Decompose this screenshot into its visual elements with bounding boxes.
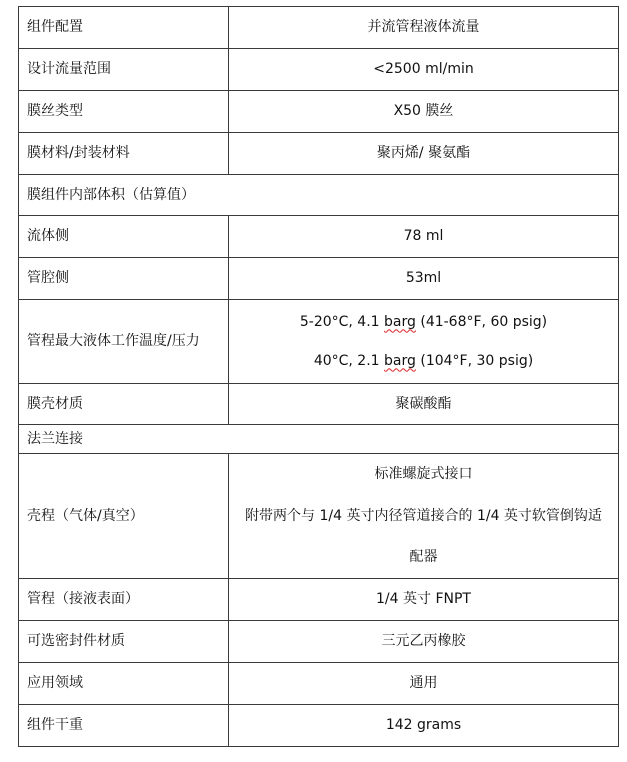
table-row — [19, 454, 619, 579]
row-label: 应用领域 — [19, 663, 229, 705]
row-label: 膜壳材质 — [19, 384, 229, 425]
row-label: 设计流量范围 — [19, 49, 229, 91]
row-value: X50 膜丝 — [229, 91, 619, 133]
row-label: 管程（接液表面） — [19, 579, 229, 621]
section-label: 膜组件内部体积（估算值） — [19, 175, 619, 216]
row-value: 三元乙丙橡胶 — [229, 621, 619, 663]
table-row — [19, 663, 619, 705]
temperature-pressure-line-2: 40°C, 2.1 barg (104°F, 30 psig) — [313, 352, 534, 369]
row-value: 并流管程液体流量 — [229, 7, 619, 49]
row-label: 流体侧 — [19, 216, 229, 258]
row-value: 1/4 英寸 FNPT — [229, 579, 619, 621]
spec-table — [18, 6, 619, 747]
temperature-pressure-line-1: 5-20°C, 4.1 barg (41-68°F, 60 psig) — [299, 313, 548, 330]
section-row — [19, 425, 619, 454]
row-value: 142 grams — [229, 705, 619, 747]
value-line: 标准螺旋式接口 — [374, 465, 473, 482]
table-row — [19, 258, 619, 300]
table-row — [19, 384, 619, 425]
table-row — [19, 49, 619, 91]
row-label: 壳程（气体/真空） — [19, 454, 229, 579]
table-row — [19, 91, 619, 133]
table-row — [19, 133, 619, 175]
row-label: 膜丝类型 — [19, 91, 229, 133]
spellcheck-word: barg — [384, 313, 416, 330]
row-label: 管程最大液体工作温度/压力 — [19, 300, 229, 384]
table-row — [19, 216, 619, 258]
row-value-multiline — [229, 300, 619, 384]
value-line: 配器 — [409, 549, 438, 566]
row-value-multiline — [229, 454, 619, 579]
spellcheck-word: barg — [384, 352, 416, 369]
row-value: 聚碳酸酯 — [229, 384, 619, 425]
value-line: 附带两个与 1/4 英寸内径管道接合的 1/4 英寸软管倒钩适 — [245, 507, 602, 524]
row-value: <2500 ml/min — [229, 49, 619, 91]
section-row — [19, 175, 619, 216]
table-row — [19, 7, 619, 49]
row-value: 53ml — [229, 258, 619, 300]
row-label: 膜材料/封装材料 — [19, 133, 229, 175]
row-value: 通用 — [229, 663, 619, 705]
table-row — [19, 705, 619, 747]
row-label: 组件配置 — [19, 7, 229, 49]
row-label: 可选密封件材质 — [19, 621, 229, 663]
row-label: 组件干重 — [19, 705, 229, 747]
table-row — [19, 621, 619, 663]
section-label: 法兰连接 — [19, 425, 619, 454]
row-label: 管腔侧 — [19, 258, 229, 300]
table-row — [19, 579, 619, 621]
row-value: 78 ml — [229, 216, 619, 258]
row-value: 聚丙烯/ 聚氨酯 — [229, 133, 619, 175]
table-row — [19, 300, 619, 384]
